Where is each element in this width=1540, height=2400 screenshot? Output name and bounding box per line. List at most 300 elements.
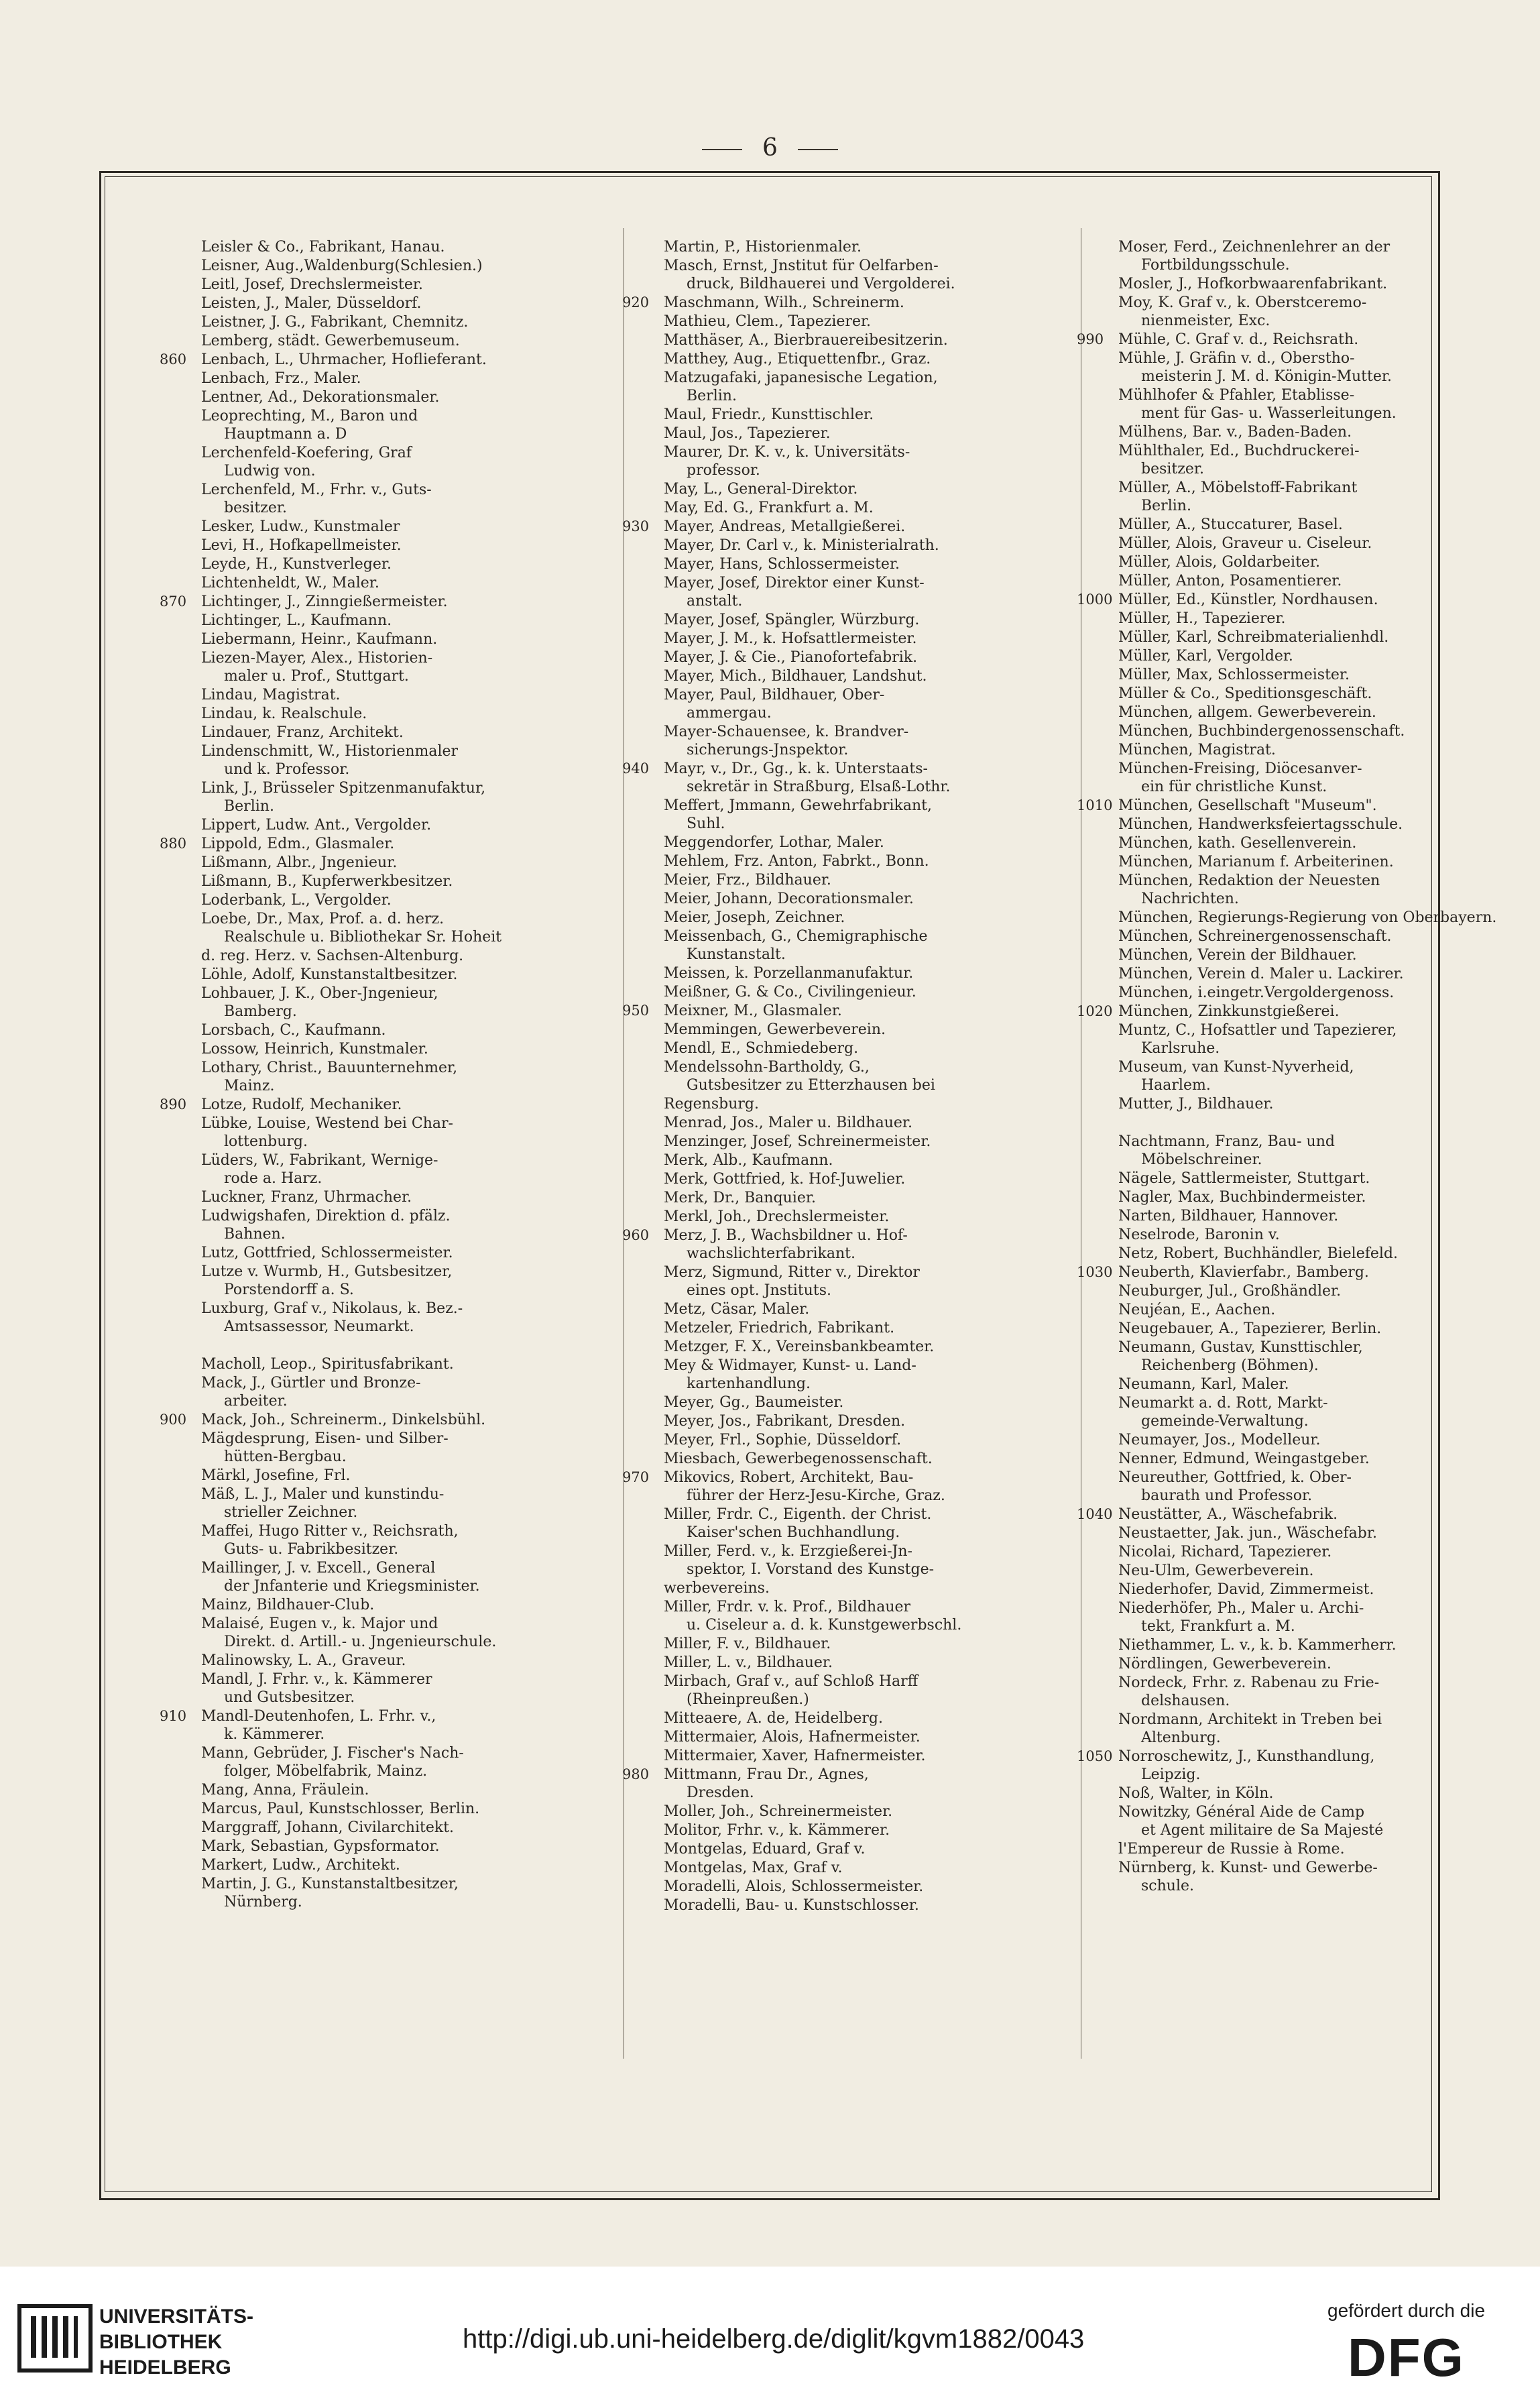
entry-text: Mayer, Josef, Direktor einer Kunst- — [664, 575, 925, 591]
ornament-right — [798, 149, 838, 150]
directory-entry — [664, 686, 1059, 722]
directory-entry — [664, 1021, 1059, 1039]
entry-text: Miller, Frdr. C., Eigenth. der Christ. — [664, 1506, 932, 1523]
directory-entry — [160, 1096, 597, 1114]
entry-text: Löhle, Adolf, Kunstanstaltbesitzer. — [201, 966, 458, 983]
directory-entry — [201, 313, 597, 331]
directory-entry — [664, 443, 1059, 479]
entry-text: München, Schreinergenossenschaft. — [1118, 928, 1392, 945]
directory-entry — [201, 1837, 597, 1855]
entry-text: Müller, A., Möbelstoff-Fabrikant — [1118, 479, 1358, 496]
directory-entry — [1118, 1431, 1514, 1449]
entry-text: Meffert, Jmmann, Gewehrfabrikant, — [664, 797, 932, 814]
entry-text: Meyer, Frl., Sophie, Düsseldorf. — [664, 1432, 902, 1448]
entry-text: Neustaetter, Jak. jun., Wäschefabr. — [1118, 1525, 1377, 1542]
entry-text: Nagler, Max, Buchbindermeister. — [1118, 1189, 1366, 1206]
entry-text: Mayer, Andreas, Metallgießerei. — [664, 518, 906, 535]
entry-text: Mayer, Paul, Bildhauer, Ober- — [664, 687, 885, 703]
entry-continuation: nienmeister, Exc. — [1141, 312, 1270, 329]
entry-continuation: Direkt. d. Artill.- u. Jngenieurschule. — [224, 1634, 497, 1650]
entry-text: Miller, L. v., Bildhauer. — [664, 1654, 833, 1671]
directory-entry — [1118, 815, 1514, 834]
entry-text: Lenbach, L., Uhrmacher, Hoflieferant. — [201, 351, 487, 368]
entry-text: Levi, H., Hofkapellmeister. — [201, 537, 402, 554]
entry-text: Merk, Dr., Banquier. — [664, 1190, 816, 1206]
entry-continuation: führer der Herz-Jesu-Kirche, Graz. — [687, 1487, 945, 1504]
directory-entry — [664, 871, 1059, 889]
entry-number: 930 — [622, 518, 650, 534]
entry-text: Mayer, Hans, Schlossermeister. — [664, 556, 900, 573]
entry-text: Nicolai, Richard, Tapezierer. — [1118, 1544, 1332, 1560]
entry-text: Mainz, Bildhauer-Club. — [201, 1597, 375, 1613]
directory-entry — [664, 1878, 1059, 1896]
entry-text: Leyde, H., Kunstverleger. — [201, 556, 392, 573]
directory-entry — [160, 351, 597, 369]
directory-entry — [201, 1522, 597, 1558]
directory-entry — [622, 760, 1059, 796]
entry-continuation: maler u. Prof., Stuttgart. — [224, 668, 409, 685]
directory-entry — [664, 1114, 1059, 1132]
directory-entry — [664, 909, 1059, 927]
entry-text: Meier, Joseph, Zeichner. — [664, 909, 845, 926]
directory-entry — [1118, 1803, 1514, 1839]
entry-text: Maul, Friedr., Kunsttischler. — [664, 406, 874, 423]
directory-entry — [664, 1151, 1059, 1169]
entry-text: München, i.eingetr.Vergoldergenoss. — [1118, 984, 1395, 1001]
entry-continuation: arbeiter. — [224, 1393, 288, 1410]
entry-continuation: spektor, I. Vorstand des Kunstge- — [687, 1561, 935, 1578]
entry-text: Lichtinger, J., Zinngießermeister. — [201, 593, 448, 610]
entry-text: Montgelas, Max, Graf v. — [664, 1860, 843, 1876]
directory-entry — [664, 890, 1059, 908]
entry-continuation: et Agent militaire de Sa Majesté — [1141, 1822, 1384, 1839]
directory-entry — [622, 1002, 1059, 1020]
directory-entry — [664, 331, 1059, 349]
entry-continuation: sekretär in Straßburg, Elsaß-Lothr. — [687, 779, 951, 795]
directory-entry — [201, 1040, 597, 1058]
directory-entry — [664, 574, 1059, 610]
directory-entry — [201, 1374, 597, 1410]
directory-entry — [201, 891, 597, 909]
entry-text: May, Ed. G., Frankfurt a. M. — [664, 500, 874, 516]
directory-entry — [201, 630, 597, 648]
directory-entry — [1118, 1840, 1514, 1858]
entry-continuation: baurath und Professor. — [1141, 1487, 1313, 1504]
entry-text: Mathieu, Clem., Tapezierer. — [664, 313, 872, 330]
directory-entry — [201, 1856, 597, 1874]
entry-text: Metz, Cäsar, Maler. — [664, 1301, 810, 1318]
directory-entry — [622, 1469, 1059, 1505]
directory-entry — [622, 1226, 1059, 1263]
directory-entry — [664, 1859, 1059, 1877]
entry-text: Mittermaier, Xaver, Hafnermeister. — [664, 1748, 926, 1764]
directory-entry — [201, 555, 597, 573]
entry-text: Mikovics, Robert, Architekt, Bau- — [664, 1469, 914, 1486]
entry-text: Nordeck, Frhr. z. Rabenau zu Frie- — [1118, 1674, 1380, 1691]
directory-entry — [1118, 1859, 1514, 1895]
directory-entry — [201, 536, 597, 555]
directory-entry — [664, 1450, 1059, 1468]
directory-entry — [1118, 423, 1514, 441]
entry-text: Regensburg. — [664, 1096, 759, 1112]
directory-entry — [160, 1411, 597, 1429]
entry-text: Leistner, J. G., Fabrikant, Chemnitz. — [201, 314, 469, 331]
entry-continuation: strieller Zeichner. — [224, 1504, 358, 1521]
entry-continuation: Kaiser'schen Buchhandlung. — [687, 1524, 900, 1541]
entry-text: Masch, Ernst, Jnstitut für Oelfarben- — [664, 258, 939, 274]
entry-continuation: Bamberg. — [224, 1003, 297, 1020]
directory-entry — [201, 1207, 597, 1243]
entry-continuation: Mainz. — [224, 1078, 275, 1094]
directory-entry — [1118, 1562, 1514, 1580]
directory-entry — [1118, 872, 1514, 908]
directory-entry — [1118, 479, 1514, 515]
entry-text: Leoprechting, M., Baron und — [201, 408, 418, 424]
entry-text: Mayer, Dr. Carl v., k. Ministerialrath. — [664, 537, 939, 554]
entry-text: Mülhens, Bar. v., Baden-Baden. — [1118, 424, 1352, 441]
permalink-url[interactable]: http://digi.ub.uni-heidelberg.de/diglit/kgvm1882/0043 — [463, 2324, 1085, 2354]
directory-entry — [201, 1781, 597, 1799]
directory-entry — [664, 1821, 1059, 1839]
entry-text: Matthäser, A., Bierbrauereibesitzerin. — [664, 332, 948, 349]
entry-text: München, Gesellschaft "Museum". — [1118, 797, 1377, 814]
directory-entry — [201, 1875, 597, 1911]
entry-text: München, Buchbindergenossenschaft. — [1118, 723, 1405, 740]
entry-text: Mendl, E., Schmiedeberg. — [664, 1040, 859, 1057]
entry-text: Malinowsky, L. A., Graveur. — [201, 1652, 406, 1669]
entry-text: Link, J., Brüsseler Spitzenmanufaktur, — [201, 780, 486, 797]
page-number: 6 — [0, 134, 1540, 162]
entry-text: Niederhöfer, Ph., Maler u. Archi- — [1118, 1600, 1364, 1617]
directory-entry — [201, 369, 597, 388]
entry-text: Meier, Frz., Bildhauer. — [664, 872, 831, 889]
entry-text: Meggendorfer, Lothar, Maler. — [664, 834, 884, 851]
entry-text: Märkl, Josefine, Frl. — [201, 1467, 351, 1484]
entry-text: Mayer, J. M., k. Hofsattlermeister. — [664, 630, 917, 647]
entry-text: Leitl, Josef, Drechslermeister. — [201, 276, 423, 293]
entry-continuation: Haarlem. — [1141, 1077, 1211, 1094]
library-name: UNIVERSITÄTS- BIBLIOTHEK HEIDELBERG — [99, 2305, 254, 2379]
directory-entry — [1118, 1450, 1514, 1468]
entry-text: Lerchenfeld-Koefering, Graf — [201, 445, 412, 461]
entry-number: 1000 — [1077, 591, 1113, 608]
entry-continuation: lottenburg. — [224, 1133, 308, 1150]
entry-text: Lichtinger, L., Kaufmann. — [201, 612, 392, 629]
entry-text: München, kath. Gesellenverein. — [1118, 835, 1357, 852]
directory-entry — [201, 779, 597, 815]
entry-text: Menrad, Jos., Maler u. Bildhauer. — [664, 1115, 913, 1131]
directory-entry — [201, 1559, 597, 1595]
funding-note: gefördert durch die — [1327, 2300, 1486, 2321]
directory-entry — [201, 238, 597, 256]
directory-entry — [201, 1670, 597, 1707]
entry-continuation: ammergau. — [687, 705, 772, 722]
entry-text: Müller, Anton, Posamentierer. — [1118, 573, 1342, 589]
entry-number: 910 — [160, 1708, 187, 1724]
directory-entry — [201, 649, 597, 685]
directory-entry — [664, 1412, 1059, 1430]
entry-number: 950 — [622, 1003, 650, 1019]
entry-number: 890 — [160, 1096, 187, 1112]
entry-text: Macholl, Leop., Spiritusfabrikant. — [201, 1356, 454, 1373]
entry-text: Malaisé, Eugen v., k. Major und — [201, 1615, 438, 1632]
entry-continuation: Realschule u. Bibliothekar Sr. Hoheit — [224, 929, 502, 946]
entry-text: Metzeler, Friedrich, Fabrikant. — [664, 1320, 895, 1336]
directory-entry — [1118, 685, 1514, 703]
entry-text: Müller, Karl, Schreibmaterialienhdl. — [1118, 629, 1389, 646]
entry-text: Lerchenfeld, M., Frhr. v., Guts- — [201, 481, 432, 498]
entry-text: München, Zinkkunstgießerei. — [1118, 1003, 1340, 1020]
entry-continuation: Berlin. — [224, 798, 274, 815]
entry-text: Müller, Karl, Vergolder. — [1118, 648, 1293, 665]
entry-text: Mayer, Josef, Spängler, Würzburg. — [664, 612, 920, 628]
directory-entry — [664, 983, 1059, 1001]
directory-entry — [1118, 760, 1514, 796]
entry-continuation: Ludwig von. — [224, 463, 316, 479]
entry-text: Liezen-Mayer, Alex., Historien- — [201, 650, 433, 667]
directory-entry — [664, 852, 1059, 870]
entry-text: Martin, P., Historienmaler. — [664, 239, 862, 255]
directory-entry — [1077, 797, 1514, 815]
entry-text: Meissen, k. Porzellanmanufaktur. — [664, 965, 914, 982]
entry-text: Mayer, J. & Cie., Pianofortefabrik. — [664, 649, 918, 666]
footer-bar — [0, 2267, 1540, 2400]
directory-entry — [1118, 1226, 1514, 1244]
directory-entry — [201, 1300, 597, 1336]
entry-text: Neuberth, Klavierfabr., Bamberg. — [1118, 1264, 1369, 1281]
directory-entry — [1118, 1021, 1514, 1058]
directory-entry — [664, 406, 1059, 424]
directory-entry — [664, 1357, 1059, 1393]
entry-text: Müller & Co., Speditionsgeschäft. — [1118, 685, 1372, 702]
entry-continuation: Nachrichten. — [1141, 891, 1239, 907]
entry-text: Memmingen, Gewerbeverein. — [664, 1021, 886, 1038]
directory-entry — [201, 1430, 597, 1466]
entry-text: Mägdesprung, Eisen- und Silber- — [201, 1430, 449, 1447]
entry-text: Moradelli, Alois, Schlossermeister. — [664, 1878, 924, 1895]
directory-entry — [1118, 927, 1514, 946]
entry-text: Lindau, Magistrat. — [201, 687, 341, 703]
directory-entry — [664, 1263, 1059, 1300]
entry-text: Lichtenheldt, W., Maler. — [201, 575, 379, 591]
directory-entry — [664, 350, 1059, 368]
entry-text: Meixner, M., Glasmaler. — [664, 1003, 842, 1019]
entry-text: Mandl-Deutenhofen, L. Frhr. v., — [201, 1708, 436, 1725]
entry-number: 880 — [160, 836, 187, 852]
entry-text: werbevereins. — [664, 1580, 770, 1597]
directory-entry — [1118, 1636, 1514, 1654]
directory-entry — [1118, 1394, 1514, 1430]
entry-number: 1030 — [1077, 1264, 1113, 1280]
column-3 — [1077, 238, 1514, 1896]
directory-entry — [201, 1059, 597, 1095]
directory-entry — [664, 1747, 1059, 1765]
entry-continuation: folger, Möbelfabrik, Mainz. — [224, 1763, 428, 1780]
entry-text: München, Marianum f. Arbeiterinen. — [1118, 854, 1394, 870]
entry-text: Matzugafaki, japanesische Legation, — [664, 369, 938, 386]
directory-entry — [1118, 1207, 1514, 1225]
entry-text: Miesbach, Gewerbegenossenschaft. — [664, 1450, 933, 1467]
directory-entry — [1118, 703, 1514, 722]
entry-number: 920 — [622, 294, 650, 310]
entry-number: 1050 — [1077, 1748, 1113, 1764]
directory-entry — [664, 1338, 1059, 1356]
directory-entry — [664, 1654, 1059, 1672]
directory-entry — [1077, 591, 1514, 609]
entry-text: Netz, Robert, Buchhändler, Bielefeld. — [1118, 1245, 1399, 1262]
entry-continuation: ein für christliche Kunst. — [1141, 779, 1327, 795]
directory-entry — [1077, 1263, 1514, 1281]
directory-entry — [1118, 1543, 1514, 1561]
directory-entry — [201, 444, 597, 480]
directory-entry — [201, 1336, 597, 1355]
entry-text: Neumayer, Jos., Modelleur. — [1118, 1432, 1321, 1448]
entry-text: May, L., General-Direktor. — [664, 481, 858, 498]
directory-entry — [1077, 1748, 1514, 1784]
entry-number: 1040 — [1077, 1506, 1113, 1522]
entry-text: Nordmann, Architekt in Treben bei — [1118, 1711, 1382, 1728]
directory-entry — [664, 499, 1059, 517]
directory-entry — [201, 1596, 597, 1614]
entry-text: Mandl, J. Frhr. v., k. Kämmerer — [201, 1671, 432, 1688]
library-logo-icon — [17, 2304, 93, 2373]
entry-text: Miller, Frdr. v. k. Prof., Bildhauer — [664, 1599, 911, 1615]
entry-text: l'Empereur de Russie à Rome. — [1118, 1841, 1345, 1858]
entry-continuation: meisterin J. M. d. Königin-Mutter. — [1141, 368, 1392, 385]
entry-continuation: Berlin. — [1141, 498, 1191, 514]
directory-entry — [201, 854, 597, 872]
directory-entry — [1118, 722, 1514, 740]
directory-entry — [664, 630, 1059, 648]
entry-text: Lothary, Christ., Bauunternehmer, — [201, 1060, 458, 1076]
directory-entry — [201, 1800, 597, 1818]
entry-text: Mack, J., Gürtler und Bronze- — [201, 1375, 421, 1391]
directory-entry — [1118, 1301, 1514, 1319]
directory-entry — [201, 294, 597, 312]
entry-text: Mühle, C. Graf v. d., Reichsrath. — [1118, 331, 1359, 348]
entry-continuation: wachslichterfabrikant. — [687, 1245, 856, 1262]
directory-entry — [201, 1355, 597, 1373]
entry-text: Neugebauer, A., Tapezierer, Berlin. — [1118, 1320, 1382, 1337]
entry-continuation: Möbelschreiner. — [1141, 1151, 1262, 1168]
entry-continuation: Gutsbesitzer zu Etterzhausen bei — [687, 1077, 935, 1094]
directory-entry — [1118, 610, 1514, 628]
directory-entry — [1118, 1784, 1514, 1803]
directory-entry — [201, 1485, 597, 1522]
entry-text: Lindenschmitt, W., Historienmaler — [201, 743, 459, 760]
entry-text: Luxburg, Graf v., Nikolaus, k. Bez.- — [201, 1300, 463, 1317]
directory-entry — [664, 555, 1059, 573]
directory-entry — [1077, 331, 1514, 349]
entry-text — [201, 1336, 597, 1355]
directory-entry — [1118, 1245, 1514, 1263]
entry-continuation: eines opt. Jnstituts. — [687, 1282, 831, 1299]
directory-entry — [664, 369, 1059, 405]
entry-text: Mayer, Mich., Bildhauer, Landshut. — [664, 668, 927, 685]
entry-text: München, Verein d. Maler u. Lackirer. — [1118, 966, 1404, 982]
directory-entry — [1118, 1095, 1514, 1113]
directory-entry — [1118, 1133, 1514, 1169]
directory-entry — [201, 816, 597, 834]
entry-text: Mittmann, Frau Dr., Agnes, — [664, 1766, 869, 1783]
directory-entry — [664, 648, 1059, 667]
entry-number: 1010 — [1077, 797, 1113, 813]
entry-number: 970 — [622, 1469, 650, 1485]
directory-entry — [201, 872, 597, 891]
directory-entry — [201, 518, 597, 536]
entry-text: Lippold, Edm., Glasmaler. — [201, 836, 395, 852]
entry-text: Metzger, F. X., Vereinsbankbeamter. — [664, 1338, 935, 1355]
directory-entry — [1118, 853, 1514, 871]
entry-text: Neustätter, A., Wäschefabrik. — [1118, 1506, 1338, 1523]
entry-text: München, allgem. Gewerbeverein. — [1118, 704, 1376, 721]
directory-entry — [1118, 386, 1514, 422]
entry-number: 980 — [622, 1766, 650, 1782]
directory-entry — [664, 1208, 1059, 1226]
entry-continuation: Hauptmann a. D — [224, 426, 347, 443]
directory-entry — [201, 686, 597, 704]
directory-entry — [664, 1672, 1059, 1709]
directory-entry — [1118, 1599, 1514, 1636]
directory-entry — [201, 574, 597, 592]
entry-text: München, Regierungs-Regierung von Oberbayern. — [1118, 909, 1497, 926]
directory-entry — [664, 1896, 1059, 1915]
entry-continuation: und Gutsbesitzer. — [224, 1689, 355, 1706]
entry-text: Moy, K. Graf v., k. Oberstceremo- — [1118, 294, 1367, 311]
directory-entry — [664, 257, 1059, 293]
entry-continuation: schule. — [1141, 1878, 1194, 1894]
entry-text: Mark, Sebastian, Gypsformator. — [201, 1838, 440, 1855]
directory-entry — [201, 1615, 597, 1651]
entry-continuation: Altenburg. — [1141, 1729, 1221, 1746]
entry-text: Merz, Sigmund, Ritter v., Direktor — [664, 1264, 920, 1281]
directory-entry — [160, 593, 597, 611]
entry-text: Montgelas, Eduard, Graf v. — [664, 1841, 866, 1858]
entry-continuation: Bahnen. — [224, 1226, 286, 1243]
entry-continuation: Nürnberg. — [224, 1894, 302, 1910]
entry-text: Martin, J. G., Kunstanstaltbesitzer, — [201, 1876, 459, 1892]
entry-text: Maillinger, J. v. Excell., General — [201, 1560, 436, 1577]
entry-text: Niederhofer, David, Zimmermeist. — [1118, 1581, 1374, 1598]
entry-continuation: kartenhandlung. — [687, 1375, 811, 1392]
entry-text: Mäß, L. J., Maler und kunstindu- — [201, 1486, 445, 1503]
entry-text: München-Freising, Diöcesanver- — [1118, 760, 1362, 777]
entry-continuation: Amtsassessor, Neumarkt. — [224, 1318, 414, 1335]
entry-text: Niethammer, L. v., k. b. Kammerherr. — [1118, 1637, 1397, 1654]
entry-text: Luckner, Franz, Uhrmacher. — [201, 1189, 412, 1206]
directory-entry — [664, 1579, 1059, 1597]
entry-text: Lißmann, Albr., Jngenieur. — [201, 854, 398, 871]
entry-text: Lutze v. Wurmb, H., Gutsbesitzer, — [201, 1263, 453, 1280]
directory-entry — [160, 835, 597, 853]
entry-text: Lutz, Gottfried, Schlossermeister. — [201, 1245, 453, 1261]
ornament-left — [702, 149, 742, 150]
entry-text: Lohbauer, J. K., Ober-Jngenieur, — [201, 985, 438, 1002]
entry-text: Molitor, Frhr. v., k. Kämmerer. — [664, 1822, 890, 1839]
directory-entry — [1118, 553, 1514, 571]
directory-entry — [664, 927, 1059, 964]
directory-entry — [1118, 1375, 1514, 1393]
entry-text: Lentner, Ad., Dekorationsmaler. — [201, 389, 440, 406]
directory-entry — [1077, 1505, 1514, 1524]
entry-text: Moser, Ferd., Zeichnenlehrer an der — [1118, 239, 1390, 255]
directory-entry — [201, 332, 597, 350]
entry-text: Lindauer, Franz, Architekt. — [201, 724, 404, 741]
directory-entry — [664, 1431, 1059, 1449]
directory-entry — [201, 947, 597, 965]
entry-text: Nachtmann, Franz, Bau- und — [1118, 1133, 1335, 1150]
directory-entry — [1077, 1003, 1514, 1021]
